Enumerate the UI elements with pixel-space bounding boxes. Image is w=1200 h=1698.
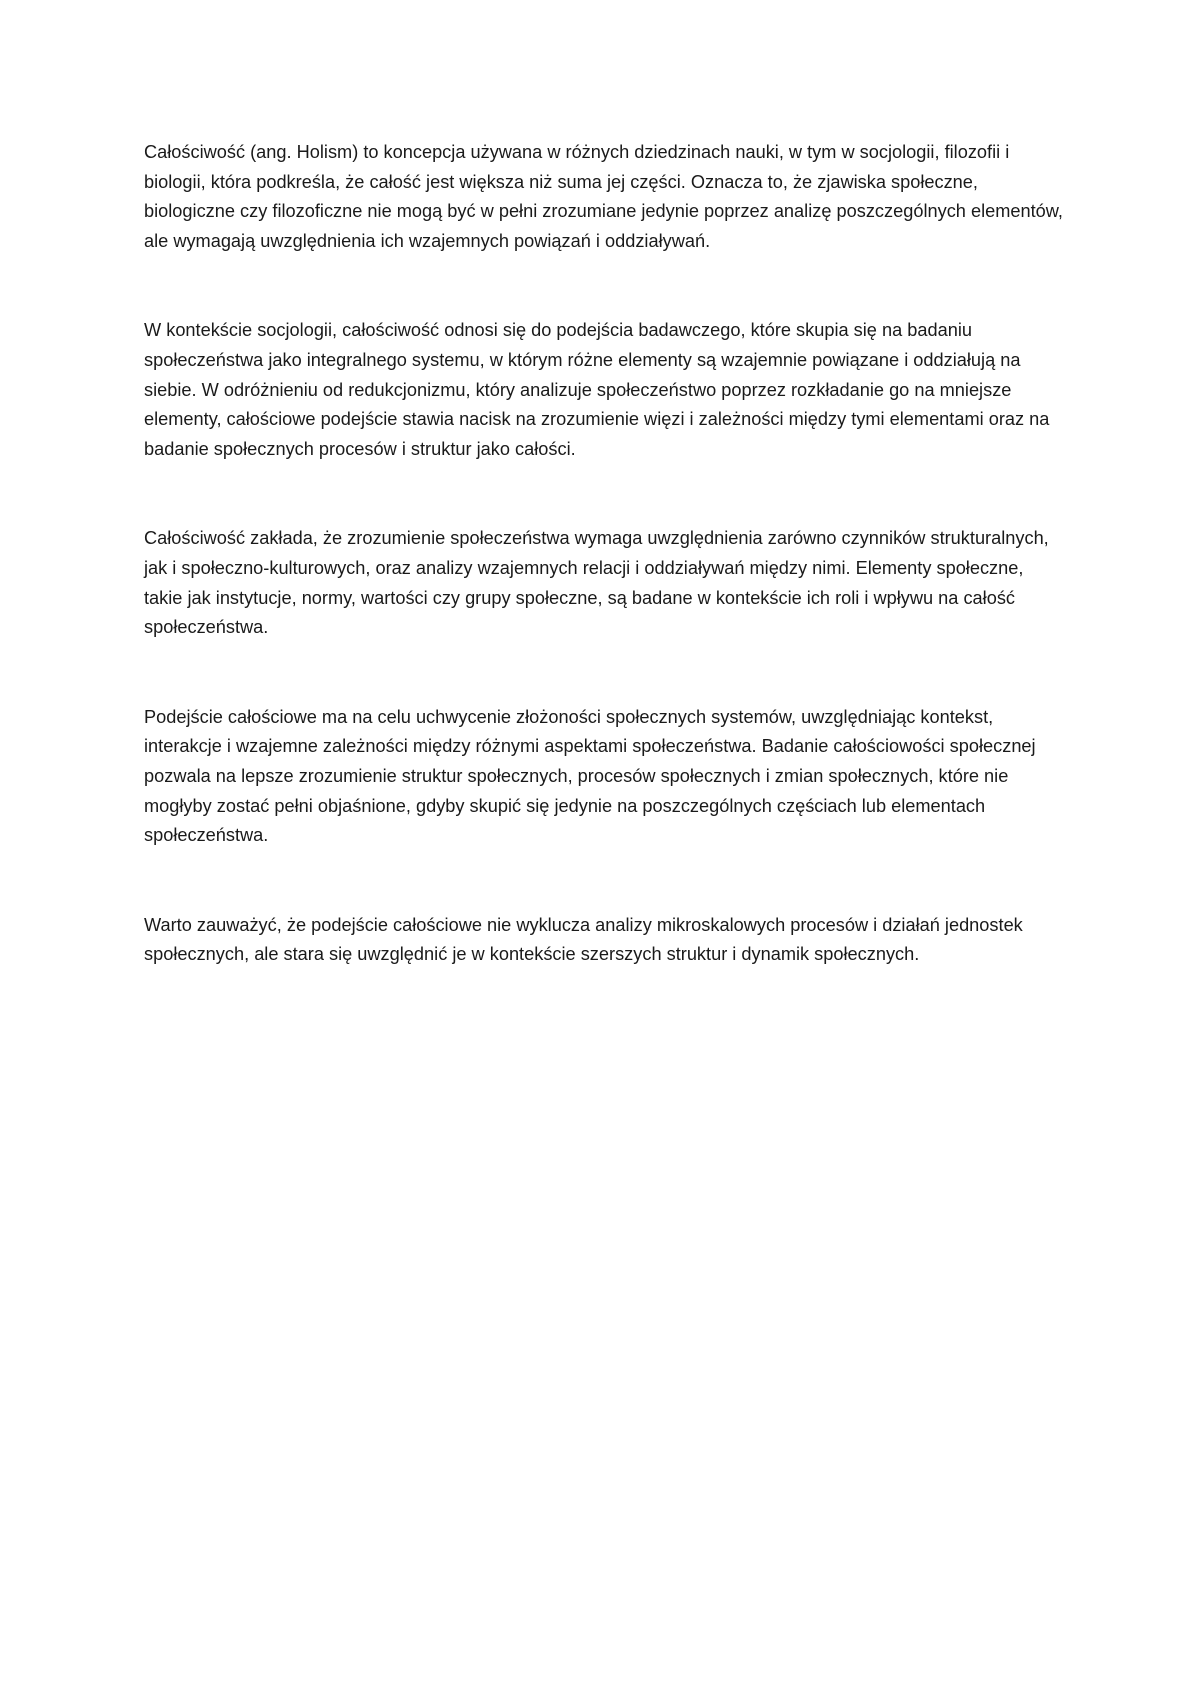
paragraph-4: Podejście całościowe ma na celu uchwycenie złożoności społecznych systemów, uwzględniając kontekst, interakcje i wzajemne zależności między różnymi aspektami społeczeństwa. Badanie całościowości społecznej pozwala na lepsze zrozumienie struktur społecznych, procesów społecznych i zmian społecznych, które nie mogłyby zostać pełni objaśnione, gdyby skupić się jedynie na poszczególnych częściach lub elementach społeczeństwa. xyxy=(144,706,1036,846)
paragraph-3: Całościwość zakłada, że zrozumienie społeczeństwa wymaga uwzględnienia zarówno czynników strukturalnych, jak i społeczno-kulturowych, oraz analizy wzajemnych relacji i oddziaływań między nimi. Elementy społeczne, takie jak instytucje, normy, wartości czy grupy społeczne, są badane w kontekście ich roli i wpływu na całość społeczeństwa. xyxy=(144,528,1049,638)
paragraph-5: Warto zauważyć, że podejście całościowe nie wyklucza analizy mikroskalowych procesów i działań jednostek społecznych, ale stara się uwzględnić je w kontekście szerszych struktur i dynamik społecznych. xyxy=(144,914,1023,965)
document-body xyxy=(144,138,1064,970)
paragraph-2: W kontekście socjologii, całościwość odnosi się do podejścia badawczego, które skupia się na badaniu społeczeństwa jako integralnego systemu, w którym różne elementy są wzajemnie powiązane i oddziałują na siebie. W odróżnieniu od redukcjonizmu, który analizuje społeczeństwo poprzez rozkładanie go na mniejsze elementy, całościowe podejście stawia nacisk na zrozumienie więzi i zależności między tymi elementami oraz na badanie społecznych procesów i struktur jako całości. xyxy=(144,320,1050,459)
paragraph-1: Całościwość (ang. Holism) to koncepcja używana w różnych dziedzinach nauki, w tym w socjologii, filozofii i biologii, która podkreśla, że całość jest większa niż suma jej części. Oznacza to, że zjawiska społeczne, biologiczne czy filozoficzne nie mogą być w pełni zrozumiane jedynie poprzez analizę poszczególnych elementów, ale wymagają uwzględnienia ich wzajemnych powiązań i oddziaływań. xyxy=(144,142,1063,251)
